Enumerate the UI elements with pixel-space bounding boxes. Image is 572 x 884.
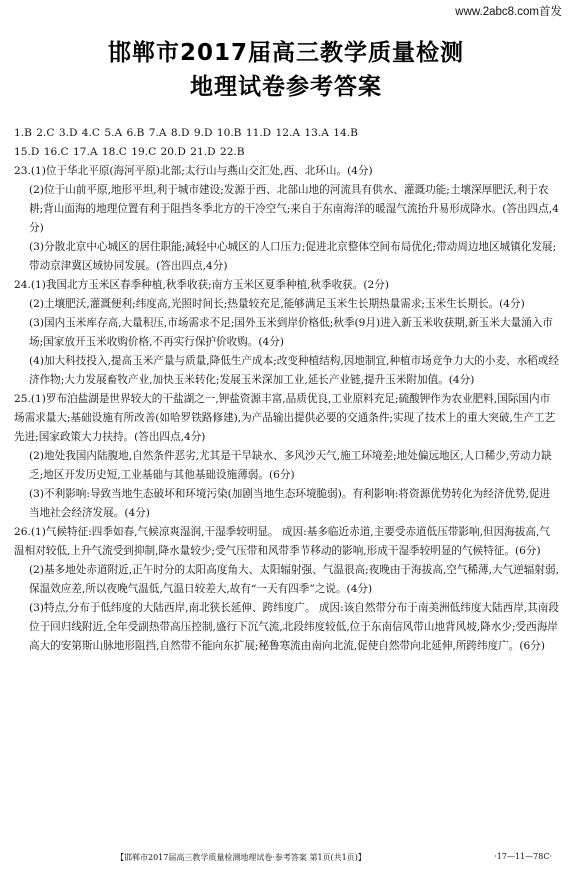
question-25 — [14, 390, 560, 523]
footer-text: 【邯郸市2017届高三教学质量检测地理试卷·参考答案 第1页(共1页)】 — [116, 853, 366, 862]
question-25-part-2: (2)地处我国内陆腹地,自然条件恶劣,尤其是干旱缺水、多风沙天气,施工环境差;地处偏远地区,人口稀少,劳动力缺乏;地区开发历史短,工业基础与其他基础设施薄弱。(6分) — [29, 450, 552, 481]
question-24-part-3: (3)国内玉米库存高,大量积压,市场需求不足;国外玉米到岸价格低;秋季(9月)进入新玉米收获期,新玉米大量涌入市场;国家放开玉米收购价格,不再实行保护价收购。(4分) — [29, 317, 553, 348]
question-26 — [14, 523, 560, 656]
question-23-part-3: (3)分散北京中心城区的居住职能;减轻中心城区的人口压力;促进北京整体空间布局优化;带动周边地区城镇化发展;带动京津冀区域协同发展。(答出四点,4分) — [29, 241, 557, 272]
document-subtitle: 地理试卷参考答案 — [190, 74, 382, 100]
answer-content — [14, 124, 560, 656]
question-25-part-1: 25.(1)罗布泊盐湖是世界较大的干盐湖之一,钾盐资源丰富,品质优良,工业原料充足;硫酸钾作为农业肥料,国际国内市场需求量大;基础设施有所改善(如哈罗铁路修建),为产品输出提供必要的交通条件;实现了技术上的重大突破,生产工艺先进;国家政策大力扶持。(答出四点,4分) — [14, 393, 556, 443]
mc-answers-line-2: 15.D 16.C 17.A 18.C 19.C 20.D 21.D 22.B — [14, 146, 245, 158]
question-24-part-1: 24.(1)我国北方玉米区春季种植,秋季收获;南方玉米区夏季种植,秋季收获。(2分) — [14, 279, 389, 291]
document-title: 邯郸市2017届高三教学质量检测 — [107, 40, 464, 66]
mc-answers-line-1: 1.B 2.C 3.D 4.C 5.A 6.B 7.A 8.D 9.D 10.B 11.D 12.A 13.A 14.B — [14, 127, 358, 139]
question-26-part-1: 26.(1)气候特征:四季如春,气候凉爽湿润,干湿季较明显。 成因:基多临近赤道,主要受赤道低压带影响,但因海拔高,气温相对较低,上升气流受到抑制,降水量较少;受气压带和风带季节移动的影响,形成干湿季较明显的气候特征。(6分) — [14, 526, 550, 557]
question-24-part-4: (4)加大科技投入,提高玉米产量与质量,降低生产成本;改变种植结构,因地制宜,种植市场竞争力大的小麦、水稻或经济作物;大力发展畜牧产业,加快玉米转化;发展玉米深加工业,延长产业链,提升玉米附加值。(4分) — [29, 355, 559, 386]
question-26-part-3: (3)特点,分布于低纬度的大陆西岸,南北狭长延伸、跨纬度广。 成因:该自然带分布于南美洲低纬度大陆西岸,其南段位于回归线附近,全年受副热带高压控制,盛行下沉气流,北段纬度较低,位于东南信风带山地背风坡,降水少;受西海岸高大的安第斯山脉地形阻挡,自然带不能向东扩展;秘鲁寒流由南向北流,促使自然带向北延伸,所跨纬度广。(6分) — [29, 602, 559, 652]
question-23-part-1: 23.(1)位于华北平原(海河平原)北部;太行山与燕山交汇处,西、北环山。(4分) — [14, 165, 373, 177]
question-24 — [14, 276, 560, 390]
question-23-part-2: (2)位于山前平原,地形平坦,利于城市建设;发源于西、北部山地的河流具有供水、灌溉功能;土壤深厚肥沃,利于农耕;背山面海的地理位置有利于阻挡冬季北方的干冷空气;来自于东南海洋的暖湿气流抬升易形成降水。(答出四点,4分) — [29, 184, 559, 234]
footer-code: ·17—11—78C· — [494, 852, 552, 861]
question-25-part-3: (3)不利影响:导致当地生态破坏和环境污染(加剧当地生态环境脆弱)。有利影响:将资源优势转化为经济优势,促进当地社会经济发展。(4分) — [29, 488, 551, 519]
question-23 — [14, 162, 560, 276]
question-26-part-2: (2)基多地处赤道附近,正午时分的太阳高度角大、太阳辐射强、气温很高;夜晚由于海拔高,空气稀薄,大气逆辐射弱,保温效应差,所以夜晚气温低,气温日较差大,故有“一天有四季”之说。(4分) — [29, 564, 559, 595]
watermark-text: www.2abc8.com首发 — [455, 6, 562, 18]
question-24-part-2: (2)土壤肥沃,灌溉便利;纬度高,光照时间长;热量较充足,能够满足玉米生长期热量需求;玉米生长期长。(4分) — [29, 298, 525, 310]
